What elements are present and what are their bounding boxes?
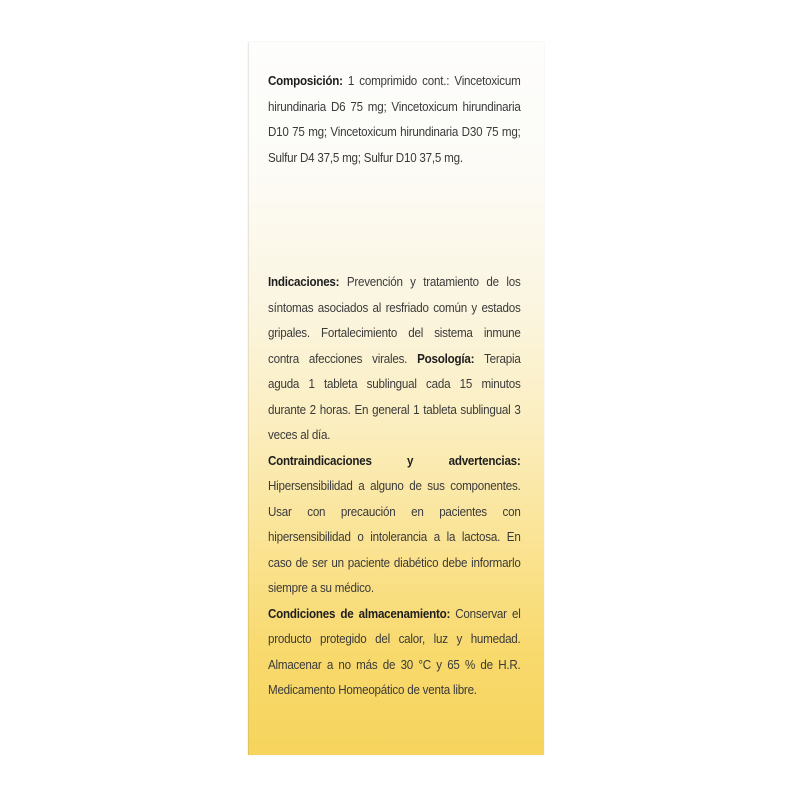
composition-heading: Composición: — [268, 73, 343, 88]
indications-paragraph — [268, 269, 521, 448]
medicine-box-side-panel — [248, 42, 544, 755]
storage-heading: Condiciones de almacenamiento: — [268, 605, 451, 621]
contraindications-heading: Contraindicaciones y advertencias: — [268, 452, 521, 468]
indications-text: Prevención y tratamiento de los síntomas asociados al resfriado común y estados gripales. Fortalecimiento del sistema inmune contra afecciones virales. — [268, 274, 521, 366]
composition-section — [268, 68, 521, 170]
dosage-heading: Posología: — [417, 350, 475, 366]
storage-text: Conservar el producto protegido del calor, luz y humedad. Almacenar a no más de 30 °C y 65 % de H.R. Medicamento Homeopático de venta libre. — [268, 605, 521, 697]
dosage-text: Terapia aguda 1 tableta sublingual cada 15 minutos durante 2 horas. En general 1 tableta sublingual 3 veces al día. — [268, 350, 521, 442]
storage-paragraph — [268, 601, 521, 703]
indications-heading: Indicaciones: — [268, 274, 340, 289]
composition-paragraph — [268, 68, 521, 170]
contraindications-text: Hipersensibilidad a alguno de sus componentes. Usar con precaución en pacientes con hipersensibilidad o intolerancia a la lactosa. En caso de ser un paciente diabético debe informarlo siempre a su médico. — [268, 478, 521, 595]
details-section — [268, 269, 521, 703]
composition-text: 1 comprimido cont.: Vincetoxicum hirundinaria D6 75 mg; Vincetoxicum hirundinaria D10 75 mg; Vincetoxicum hirundinaria D30 75 mg; Sulfur D4 37,5 mg; Sulfur D10 37,5 mg. — [268, 73, 521, 165]
contraindications-paragraph — [268, 448, 521, 601]
